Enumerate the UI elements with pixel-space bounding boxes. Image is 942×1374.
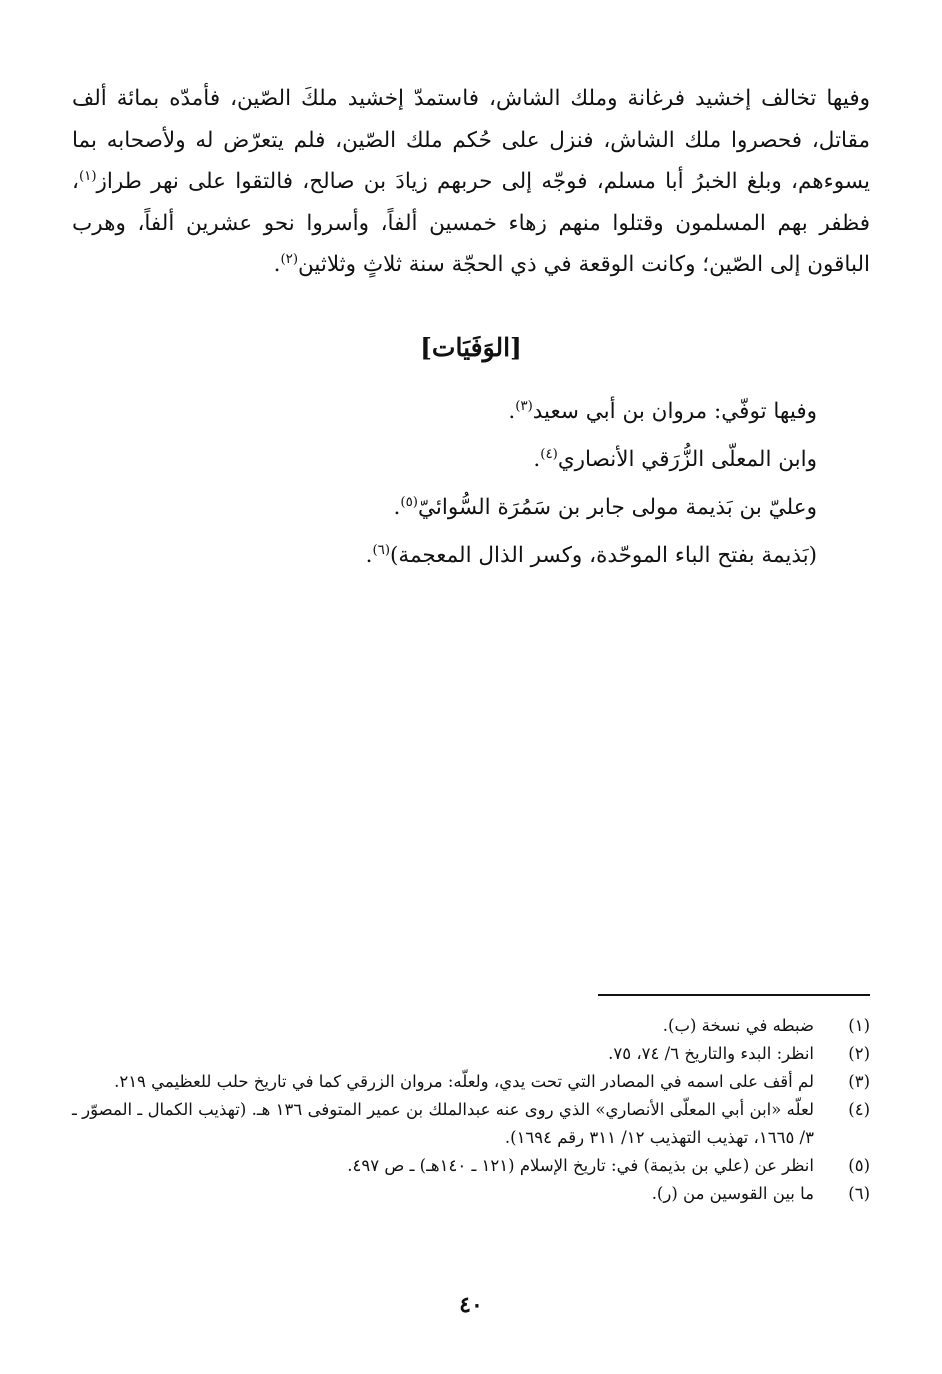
footnote	[72, 1152, 870, 1180]
footnote-text: ضبطه في نسخة (ب).	[662, 1016, 814, 1035]
footnote-text: لعلّه «ابن أبي المعلّى الأنصاري» الذي روى عنه عبدالملك بن عمير المتوفى ١٣٦ هـ. (تهذيب الكمال ـ المصوّر ـ ٣/ ١٦٦٥، تهذيب التهذيب ١٢/ ٣١١ رقم ١٦٩٤).	[72, 1100, 814, 1147]
page-number: ٤٠	[459, 1292, 483, 1318]
footnote-number: (٢)	[848, 1044, 870, 1063]
footnotes-list	[72, 1012, 870, 1208]
main-paragraph: وفيها تخالف إخشيد فرغانة وملك الشاش، فاستمدّ إخشيد ملكَ الصّين، فأمدّه بمائة ألف مقاتل، فحصروا ملك الشاش، فنزل على حُكم ملك الصّين، فلم يتعرّض له ولأصحابه بما يسوءهم، وبلغ الخبرُ أبا مسلم، فوجّه إلى حربهم زيادَ بن صالح، فالتقوا على نهر طراز$^{(١)}$، فظفر بهم المسلمون وقتلوا منهم زهاء خمسين ألفاً، وأسروا نحو عشرين ألفاً، وهرب الباقون إلى الصّين؛ وكانت الوقعة في ذي الحجّة سنة ثلاثٍ وثلاثين$^{(٢)}$.	[72, 86, 870, 277]
footnote-number: (٥)	[848, 1156, 870, 1175]
death-entry: وابن المعلّى الزُّرَقي الأنصاري$^{(٤)}$.	[533, 446, 817, 472]
footnote-separator	[598, 994, 870, 996]
footnote	[72, 1180, 870, 1208]
footnote-marker[interactable]: (٥)	[400, 494, 418, 510]
death-entry: وفيها توفّي: مروان بن أبي سعيد$^{(٣)}$.	[508, 398, 817, 424]
footnote-marker[interactable]: (٤)	[540, 446, 558, 462]
footnote-text: انظر عن (علي بن بذيمة) في: تاريخ الإسلام (١٢١ ـ ١٤٠هـ) ـ ص ٤٩٧.	[347, 1156, 814, 1175]
deaths-list	[117, 388, 817, 580]
footnote-number: (٦)	[848, 1184, 870, 1203]
footnote-text: ما بين القوسين من (ر).	[651, 1184, 814, 1203]
footnote-marker[interactable]: (٦)	[372, 542, 391, 558]
footnote-marker[interactable]: (١)	[78, 168, 97, 184]
footnote	[72, 1040, 870, 1068]
footnote	[72, 1096, 870, 1152]
footnote	[72, 1068, 870, 1096]
footnote-number: (١)	[848, 1016, 870, 1035]
death-entry: وعليّ بن بَذيمة مولى جابر بن سَمُرَة السُّوائيّ$^{(٥)}$.	[393, 494, 817, 520]
footnote-text: لم أقف على اسمه في المصادر التي تحت يدي، ولعلّه: مروان الزرقي كما في تاريخ حلب للعظيمي ٢١٩.	[114, 1072, 814, 1091]
footnote-text: انظر: البدء والتاريخ ٦/ ٧٤، ٧٥.	[608, 1044, 814, 1063]
footnote-number: (٤)	[848, 1100, 870, 1119]
section-heading-deaths: [الوَفَيَات]	[420, 333, 522, 362]
death-entry-note: (بَذيمة بفتح الباء الموحّدة، وكسر الذال المعجمة)$^{(٦)}$.	[365, 542, 817, 568]
footnote	[72, 1012, 870, 1040]
footnote-marker[interactable]: (٣)	[515, 398, 533, 414]
footnote-marker[interactable]: (٢)	[280, 251, 299, 267]
footnote-number: (٣)	[848, 1072, 870, 1091]
